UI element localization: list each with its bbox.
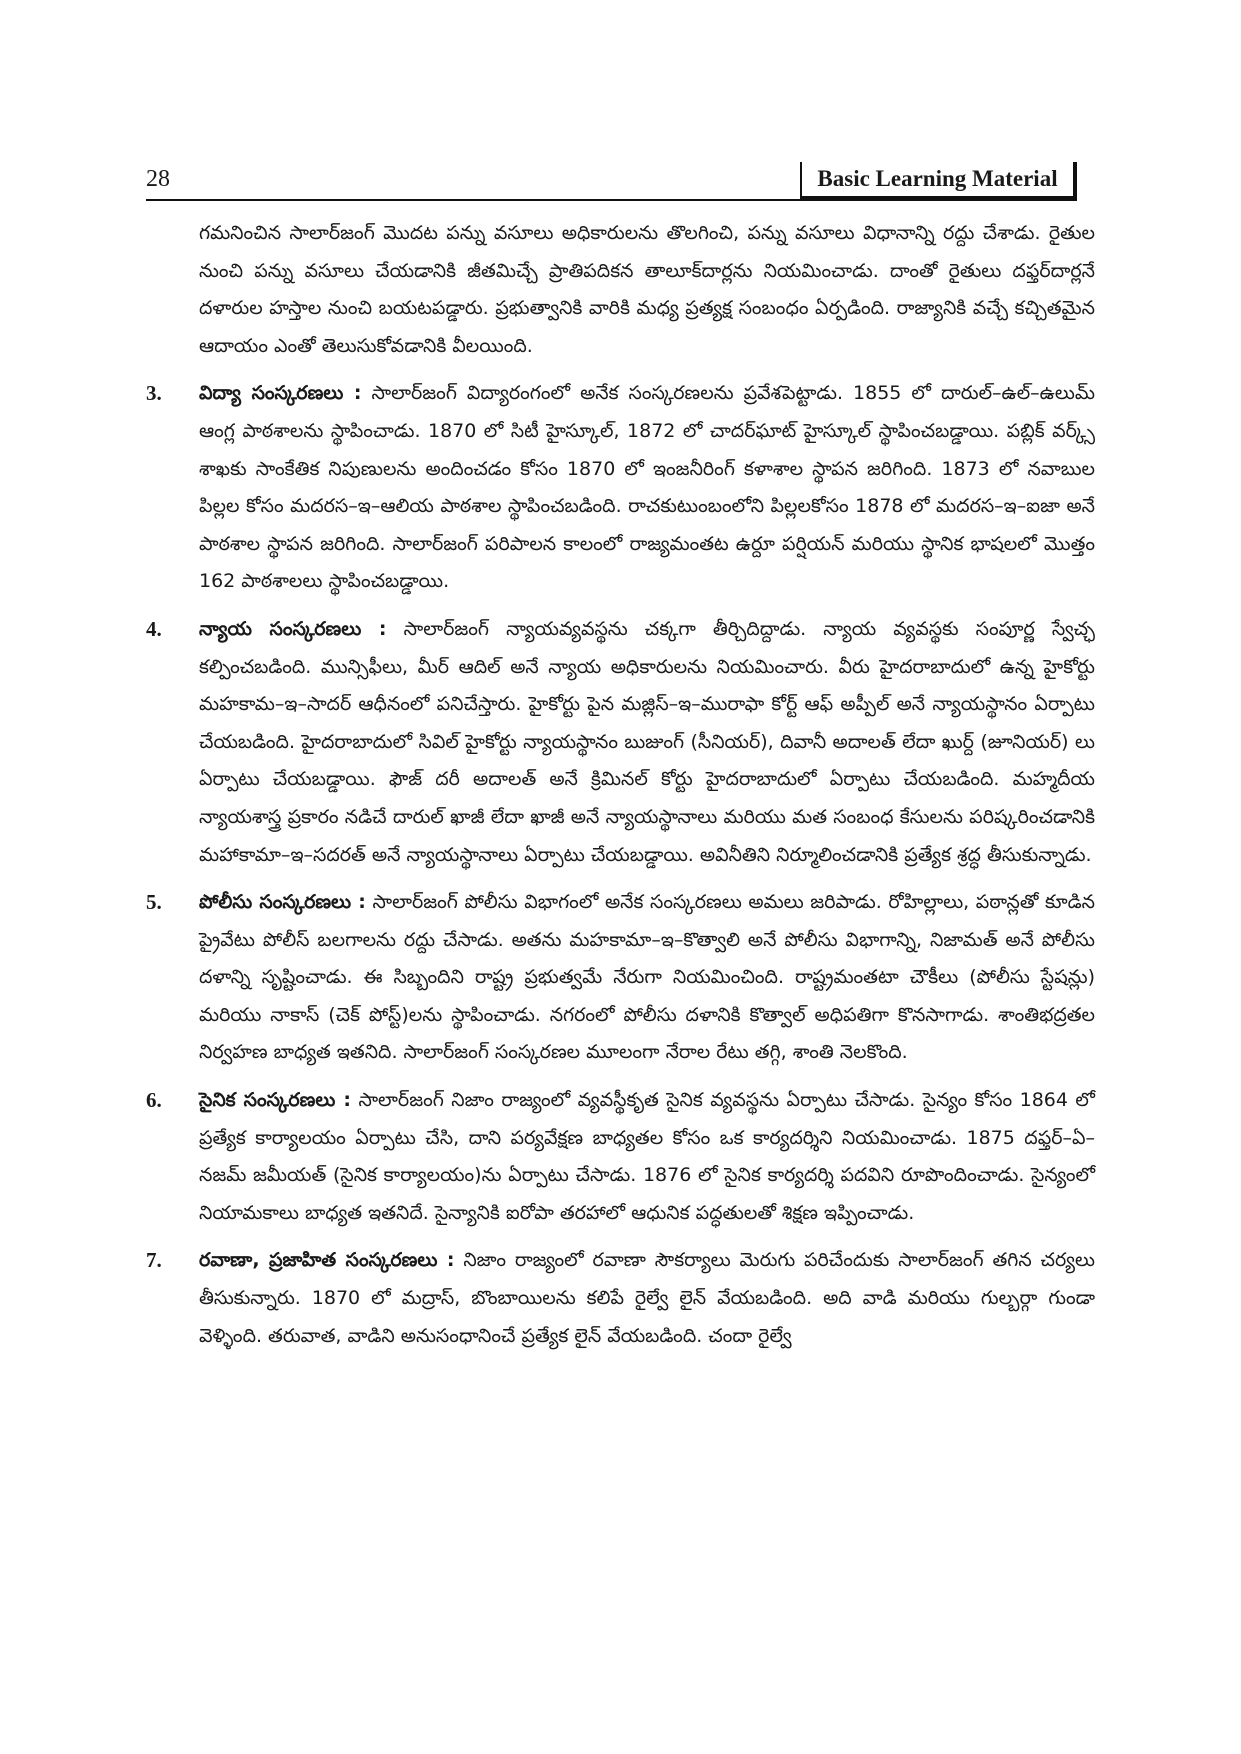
section-education-reforms xyxy=(146,375,1095,601)
section-text: సాలార్‌జంగ్ పోలీసు విభాగంలో అనేక సంస్కరణలు అమలు జరిపాడు. రోహిల్లాలు, పఠాన్లతో కూడిన ప్రైవేటు పోలీస్ బలగాలను రద్దు చేసాడు. అతను మహకామా–ఇ–కొత్వాలి అనే పోలీసు విభాగాన్ని, నిజామత్ అనే పోలీసు దళాన్ని సృష్టించాడు. ఈ సిబ్బందిని రాష్ట్ర ప్రభుత్వమే నేరుగా నియమించింది. రాష్ట్రమంతటా చౌకీలు (పోలీసు స్టేషన్లు) మరియు నాకాస్ (చెక్ పోస్ట్)లను స్థాపించాడు. నగరంలో పోలీసు దళానికి కొత్వాల్ అధిపతిగా కొనసాగాడు. శాంతిభద్రతల నిర్వహణ బాధ్యత ఇతనిది. సాలార్‌జంగ్ సంస్కరణల మూలంగా నేరాల రేటు తగ్గి, శాంతి నెలకొంది. xyxy=(199,891,1095,1064)
running-header-title: Basic Learning Material xyxy=(817,166,1058,191)
section-paragraph xyxy=(199,884,1095,1072)
section-military-reforms xyxy=(146,1082,1095,1232)
page-number: 28 xyxy=(146,166,170,192)
section-number: 4. xyxy=(146,616,162,641)
section-text: నిజాం రాజ్యంలో రవాణా సౌకర్యాలు మెరుగు పరిచేందుకు సాలార్‌జంగ్ తగిన చర్యలు తీసుకున్నారు. 1870 లో మద్రాస్, బొంబాయిలను కలిపే రైల్వే లైన్ వేయబడింది. అది వాడి మరియు గుల్బర్గా గుండా వెళ్ళింది. తరువాత, వాడిని అనుసంధానించే ప్రత్యేక లైన్ వేయబడింది. చందా రైల్వే xyxy=(199,1249,1095,1347)
section-police-reforms xyxy=(146,884,1095,1072)
section-title: విద్యా సంస్కరణలు : xyxy=(199,382,362,405)
section-text: సాలార్‌జంగ్ నిజాం రాజ్యంలో వ్యవస్థీకృత సైనిక వ్యవస్థను ఏర్పాటు చేసాడు. సైన్యం కోసం 1864 లో ప్రత్యేక కార్యాలయం ఏర్పాటు చేసి, దాని పర్యవేక్షణ బాధ్యతల కోసం ఒక కార్యదర్శిని నియమించాడు. 1875 దఫ్తర్–ఏ–నజమ్ జమీయత్ (సైనిక కార్యాలయం)ను ఏర్పాటు చేసాడు. 1876 లో సైనిక కార్యదర్శి పదవిని రూపొందించాడు. సైన్యంలో నియామకాలు బాధ్యత ఇతనిదే. సైన్యానికి ఐరోపా తరహాలో ఆధునిక పద్ధతులతో శిక్షణ ఇప్పించాడు. xyxy=(199,1089,1095,1224)
section-paragraph xyxy=(199,1242,1095,1355)
section-title: రవాణా, ప్రజాహిత సంస్కరణలు : xyxy=(199,1249,455,1272)
section-paragraph xyxy=(199,611,1095,874)
section-judicial-reforms xyxy=(146,611,1095,874)
intro-paragraph: గమనించిన సాలార్‌జంగ్ మొదట పన్ను వసూలు అధికారులను తొలగించి, పన్ను వసూలు విధానాన్ని రద్దు చేశాడు. రైతుల నుంచి పన్ను వసూలు చేయడానికి జీతమిచ్చే ప్రాతిపదికన తాలూక్‌దార్లను నియమించాడు. దాంతో రైతులు దఫ్తర్‌దార్లనే దళారుల హస్తాల నుంచి బయటపడ్డారు. ప్రభుత్వానికి వారికి మధ్య ప్రత్యక్ష సంబంధం ఏర్పడింది. రాజ్యానికి వచ్చే కచ్చితమైన ఆదాయం ఎంతో తెలుసుకోవడానికి వీలయింది. xyxy=(199,222,1095,357)
section-title: సైనిక సంస్కరణలు : xyxy=(199,1089,351,1112)
section-number: 7. xyxy=(146,1248,162,1273)
header-rule xyxy=(146,199,1077,201)
section-text: సాలార్‌జంగ్ విద్యారంగంలో అనేక సంస్కరణలను ప్రవేశపెట్టాడు. 1855 లో దారుల్–ఉల్–ఉలుమ్ ఆంగ్ల పాఠశాలను స్థాపించాడు. 1870 లో సిటీ హైస్కూల్, 1872 లో చాదర్‌ఘాట్ హైస్కూల్ స్థాపించబడ్డాయి. పబ్లిక్ వర్క్స్ శాఖకు సాంకేతిక నిపుణులను అందించడం కోసం 1870 లో ఇంజనీరింగ్ కళాశాల స్థాపన జరిగింది. 1873 లో నవాబుల పిల్లల కోసం మదరస–ఇ–ఆలియ పాఠశాల స్థాపించబడింది. రాచకుటుంబంలోని పిల్లలకోసం 1878 లో మదరస–ఇ–ఐజా అనే పాఠశాల స్థాపన జరిగింది. సాలార్‌జంగ్ పరిపాలన కాలంలో రాజ్యమంతట ఉర్దూ పర్షియన్ మరియు స్థానిక భాషలలో మొత్తం 162 పాఠశాలలు స్థాపించబడ్డాయి. xyxy=(199,382,1095,593)
section-transport-reforms xyxy=(146,1242,1095,1355)
section-title: పోలీసు సంస్కరణలు : xyxy=(199,891,366,914)
section-title: న్యాయ సంస్కరణలు : xyxy=(199,617,387,640)
section-number: 3. xyxy=(146,381,162,406)
section-paragraph xyxy=(199,375,1095,601)
section-paragraph xyxy=(199,1082,1095,1232)
running-header xyxy=(800,162,1077,200)
section-number: 5. xyxy=(146,890,162,915)
section-number: 6. xyxy=(146,1088,162,1113)
section-text: సాలార్‌జంగ్ న్యాయవ్యవస్థను చక్కగా తీర్చిదిద్దాడు. న్యాయ వ్యవస్థకు సంపూర్ణ స్వేచ్ఛ కల్పించబడింది. మున్సిఫీలు, మీర్ ఆదిల్ అనే న్యాయ అధికారులను నియమించారు. వీరు హైదరాబాదులో ఉన్న హైకోర్టు మహకామ–ఇ–సాదర్ ఆధీనంలో పనిచేస్తారు. హైకోర్టు పైన మజ్లిస్–ఇ–మురాఫా కోర్ట్ ఆఫ్ అప్పీల్ అనే న్యాయస్థానం ఏర్పాటు చేయబడింది. హైదరాబాదులో సివిల్ హైకోర్టు న్యాయస్థానం బుజుంగ్ (సీనియర్), దివానీ అదాలత్ లేదా ఖుర్ద్ (జూనియర్) లు ఏర్పాటు చేయబడ్డాయి. ఫౌజ్ దరీ అదాలత్ అనే క్రిమినల్ కోర్టు హైదరాబాదులో ఏర్పాటు చేయబడింది. మహ్మదీయ న్యాయశాస్త్ర ప్రకారం నడిచే దారుల్ ఖాజీ లేదా ఖాజీ అనే న్యాయస్థానాలు మరియు మత సంబంధ కేసులను పరిష్కరించడానికి మహాకామా–ఇ–సదరత్ అనే న్యాయస్థానాలు ఏర్పాటు చేయబడ్డాయి. అవినీతిని నిర్మూలించడానికి ప్రత్యేక శ్రద్ధ తీసుకున్నాడు. xyxy=(199,617,1095,866)
page-body xyxy=(146,215,1095,1365)
